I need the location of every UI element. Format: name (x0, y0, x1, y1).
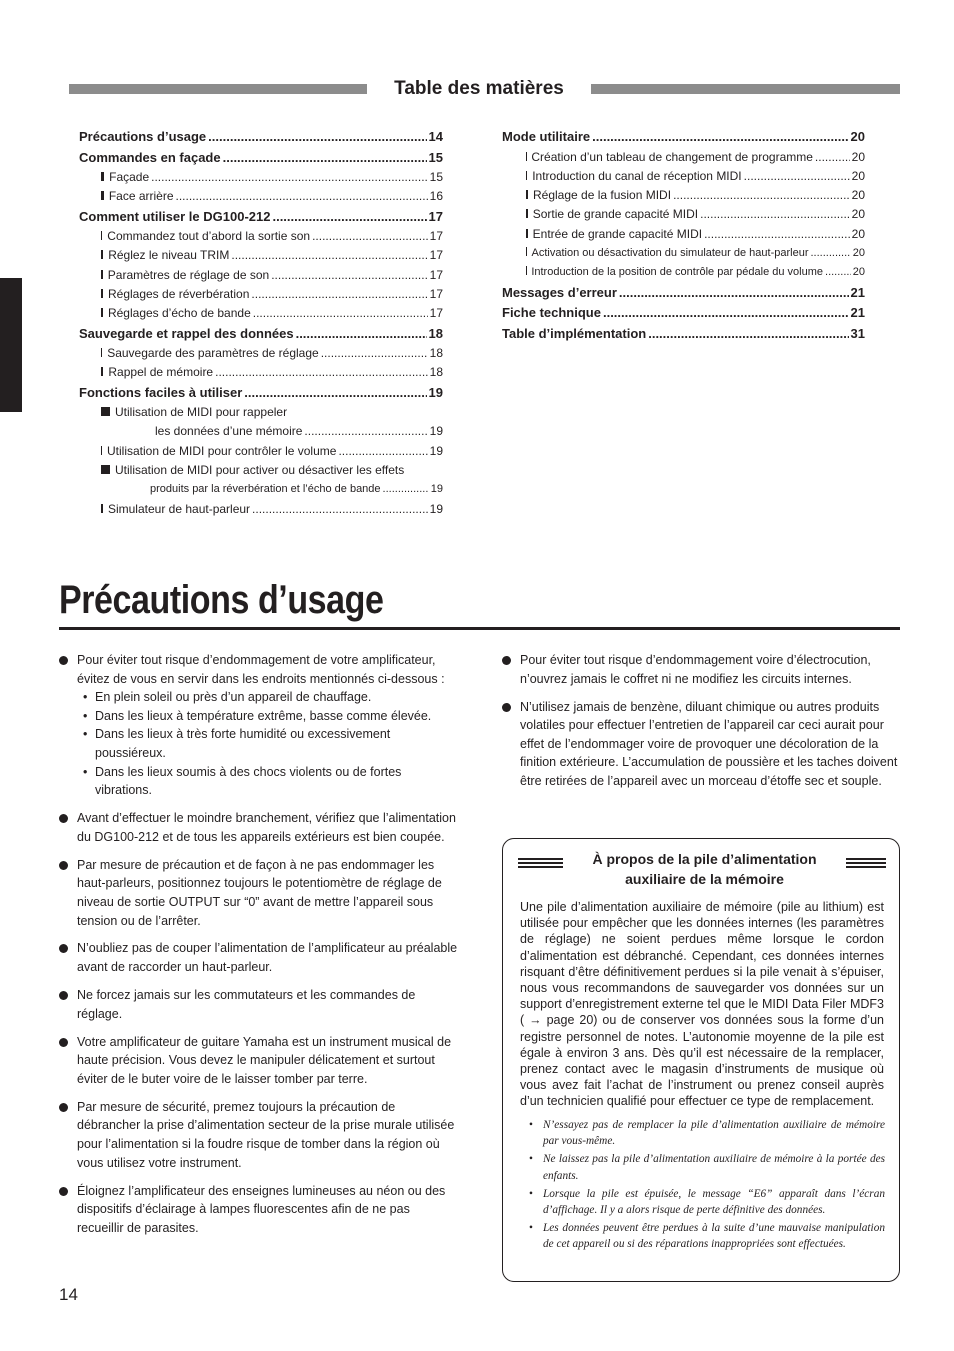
toc-leader-dots (825, 263, 851, 282)
precaution-text: N’utilisez jamais de benzène, diluant chimique ou autres produits volatiles pour effectuer l’entretien de l’appareil car ceci aurait pour effet de l’endommager voire de provoquer une décoloration de la finition extérieure. L’accumulation de poussière et les taches doivent être retirées de l’appareil avec un morceau d’étoffe sec et souple. (520, 699, 898, 788)
toc-entry[interactable] (79, 383, 443, 404)
toc-header-bar-right (591, 84, 900, 94)
square-bullet-icon (101, 289, 103, 298)
toc-entry[interactable] (79, 461, 443, 480)
bullet-dot-icon (59, 656, 68, 665)
square-bullet-icon (101, 231, 102, 240)
toc-entry-page: 15 (429, 170, 443, 184)
precaution-item (502, 651, 900, 688)
toc-leader-dots (312, 227, 428, 246)
precautions-column-left (59, 651, 459, 1247)
toc-leader-dots (304, 422, 427, 441)
toc-entry-page: 18 (429, 365, 443, 380)
precaution-item (59, 809, 459, 846)
toc-entry-page: 19 (429, 424, 443, 439)
toc-entry-page: 14 (428, 129, 443, 144)
toc-entry[interactable] (79, 227, 443, 246)
toc-entry[interactable] (79, 422, 443, 441)
toc-entry-title: Messages d’erreur (502, 284, 617, 300)
toc-header-bar-left (69, 84, 367, 94)
precaution-item (59, 856, 459, 930)
toc-entry-title: Entrée de grande capacité MIDI (532, 226, 703, 241)
square-bullet-icon (101, 367, 103, 376)
toc-leader-dots (321, 344, 428, 363)
toc-entry-title: Fiche technique (502, 305, 601, 321)
toc-entry-page: 20 (851, 168, 865, 183)
toc-entry[interactable] (79, 207, 443, 228)
toc-entry[interactable] (502, 148, 865, 167)
toc-entry-title: Réglage de la fusion MIDI (532, 188, 672, 203)
bullet-dot-icon (59, 991, 68, 1000)
toc-entry[interactable] (79, 480, 443, 499)
precaution-item (59, 651, 459, 800)
square-bullet-icon (101, 172, 104, 181)
square-bullet-icon (101, 270, 103, 279)
toc-entry-title: Rappel de mémoire (108, 365, 214, 380)
toc-entry-page: 20 (851, 207, 865, 222)
small-bullet-icon: • (83, 690, 88, 705)
square-bullet-icon (526, 229, 528, 238)
toc-entry-page: 18 (429, 346, 443, 361)
toc-entry-page: 18 (428, 325, 443, 341)
toc-entry-title: Réglez le niveau TRIM (108, 248, 230, 263)
toc-header (69, 78, 900, 100)
battery-title-line2: auxiliaire de la mémoire (625, 871, 784, 887)
toc-entry-title: Paramètres de réglage de son (107, 267, 270, 282)
toc-entry-title: Mode utilitaire (502, 129, 591, 144)
toc-entry[interactable] (502, 225, 865, 244)
toc-entry-title: Simulateur de haut-parleur (107, 501, 251, 516)
toc-entry-title: Réglages d’écho de bande (107, 306, 251, 321)
precaution-text: Pour éviter tout risque d’endommagement voire d’électrocution, n’ouvrez jamais le coffret ni ne modifiez les circuits internes. (520, 653, 871, 686)
battery-note-text: Les données peuvent être perdues à la suite d’une mauvaise manipulation de cet appareil ou si des réparations inappropriées sont effectuées. (543, 1222, 885, 1251)
toc-leader-dots (592, 127, 848, 148)
toc-title: Table des matières (394, 78, 564, 99)
toc-leader-dots (648, 324, 848, 345)
toc-entry-page: 21 (850, 305, 865, 321)
precaution-item (59, 1033, 459, 1089)
toc-entry-page: 15 (428, 149, 443, 165)
toc-entry[interactable] (502, 324, 865, 345)
toc-entry[interactable] (79, 500, 443, 519)
precaution-item (59, 1098, 459, 1172)
toc-entry-page: 20 (851, 188, 865, 203)
toc-entry[interactable] (79, 246, 443, 265)
square-bullet-icon (101, 407, 110, 416)
square-bullet-icon (101, 308, 103, 317)
toc-entry[interactable] (502, 303, 865, 324)
precaution-subitem (77, 725, 459, 762)
precaution-item (59, 939, 459, 976)
toc-entry-page: 17 (429, 229, 443, 244)
battery-note (527, 1117, 885, 1149)
toc-leader-dots (603, 303, 849, 324)
toc-leader-dots (151, 168, 428, 187)
precaution-text: Votre amplificateur de guitare Yamaha est un instrument musical de haute précision. Vous devez le manipuler délicatement et surtout éviter de le buter voire de le laisser tomber par terre. (77, 1034, 452, 1086)
title-rule (59, 627, 900, 630)
toc-leader-dots (811, 244, 851, 263)
toc-entry-page: 19 (430, 483, 443, 496)
toc-entry[interactable] (502, 186, 865, 205)
toc-entry-page: 21 (850, 284, 865, 300)
precaution-subitem (77, 707, 459, 726)
toc-leader-dots (252, 500, 428, 519)
bullet-dot-icon (502, 656, 511, 665)
chapter-side-tab (0, 278, 22, 412)
bullet-dot-icon (59, 1187, 68, 1196)
toc-leader-dots (296, 324, 427, 345)
square-bullet-icon (101, 504, 103, 513)
precaution-text: Pour éviter tout risque d’endommagement de votre amplificateur, évitez de vous en servir dans les endroits mentionnés ci-dessous : (77, 653, 445, 686)
square-bullet-icon (101, 191, 104, 200)
toc-entry-title: Commandez tout d’abord la sortie son (107, 229, 311, 244)
battery-note (527, 1186, 885, 1218)
precaution-sublist (77, 688, 459, 800)
header-rule-right (846, 858, 886, 868)
page-title: Précautions d’usage (59, 578, 384, 622)
toc-entry-page: 17 (428, 208, 443, 224)
toc-column-right (502, 127, 865, 344)
battery-note (527, 1151, 885, 1183)
toc-leader-dots (383, 480, 429, 499)
toc-entry-title: Face arrière (108, 189, 174, 204)
toc-entry[interactable] (79, 148, 443, 169)
toc-leader-dots (700, 205, 850, 224)
toc-leader-dots (704, 225, 850, 244)
battery-note-text: Lorsque la pile est épuisée, le message “E6” apparaît dans l’écran d’affichage. Il y a alors risque de perte définitive des données. (543, 1187, 885, 1217)
precaution-item (59, 1182, 459, 1238)
small-bullet-icon: • (529, 1153, 533, 1166)
toc-entry-page: 20 (851, 226, 865, 241)
small-bullet-icon: • (83, 764, 88, 779)
precaution-text: Par mesure de sécurité, premez toujours la précaution de débrancher la prise d’alimentation secteur de la prise murale utilisée pour l’alimentation si la foudre risque de tomber dans la région où vous utilisez votre instrument. (77, 1099, 455, 1170)
toc-entry[interactable] (79, 363, 443, 382)
toc-entry-page: 31 (850, 325, 865, 341)
bullet-dot-icon (59, 1103, 68, 1112)
toc-leader-dots (619, 283, 849, 304)
toc-leader-dots (271, 266, 427, 285)
toc-entry[interactable] (79, 168, 443, 187)
battery-notes (527, 1117, 885, 1255)
small-bullet-icon: • (83, 727, 88, 742)
square-bullet-icon (526, 247, 527, 256)
toc-entry-title: Sauvegarde des paramètres de réglage (107, 346, 319, 361)
toc-leader-dots (815, 148, 850, 167)
toc-entry[interactable] (502, 167, 865, 186)
precaution-text: Avant d’effectuer le moindre branchement, vérifiez que l’alimentation du DG100-212 et de tous les appareils extérieurs est bien coupée. (77, 811, 456, 844)
bullet-dot-icon (59, 814, 68, 823)
header-rule-left (518, 858, 563, 868)
toc-entry-page: 20 (850, 129, 865, 144)
small-bullet-icon: • (529, 1187, 533, 1200)
toc-entry[interactable] (79, 127, 443, 148)
toc-entry-page: 19 (428, 384, 443, 400)
precautions-column-right (502, 651, 900, 800)
toc-entry[interactable] (79, 403, 443, 422)
toc-entry-title: Introduction du canal de réception MIDI (532, 168, 742, 183)
toc-entry-title: Façade (109, 170, 150, 184)
precaution-text: Par mesure de précaution et de façon à ne pas endommager les haut-parleurs, positionnez toujours le potentiomètre de réglage de niveau de sortie OUTPUT sur “0” avant de mettre l’appareil sous tension ou de l’arrêter. (77, 857, 442, 928)
toc-entry-title: produits par la réverbération et l’écho de bande (150, 483, 381, 496)
toc-entry-title: Introduction de la position de contrôle par pédale du volume (531, 266, 824, 279)
toc-entry[interactable] (79, 187, 443, 206)
toc-entry[interactable] (502, 283, 865, 304)
small-bullet-icon: • (529, 1119, 533, 1131)
toc-column-left (79, 127, 443, 519)
toc-entry-page: 19 (429, 443, 443, 458)
square-bullet-icon (101, 250, 103, 259)
toc-entry[interactable] (79, 344, 443, 363)
precaution-subitem-text: En plein soleil ou près d’un appareil de chauffage. (95, 690, 372, 705)
bullet-dot-icon (59, 1038, 68, 1047)
toc-entry-title: Création d’un tableau de changement de programme (531, 149, 813, 164)
small-bullet-icon: • (83, 708, 88, 723)
page-number: 14 (59, 1285, 78, 1304)
toc-entry-title: Comment utiliser le DG100-212 (79, 208, 271, 224)
precaution-text: Éloignez l’amplificateur des enseignes lumineuses au néon ou des dispositifs d’éclairage à lampes fluorescentes afin de ne pas recueillir de parasites. (77, 1183, 446, 1235)
precaution-subitem-text: Dans les lieux à température extrême, basse comme élevée. (95, 708, 432, 723)
battery-box-header (503, 849, 899, 893)
toc-leader-dots (251, 285, 427, 304)
toc-leader-dots (272, 207, 426, 228)
precaution-subitem-text: Dans les lieux à très forte humidité ou excessivement poussiéreux. (95, 727, 391, 760)
toc-entry-title: Activation ou désactivation du simulateur de haut-parleur (531, 246, 809, 259)
toc-leader-dots (176, 187, 428, 206)
toc-leader-dots (208, 127, 426, 148)
small-bullet-icon: • (529, 1222, 533, 1235)
square-bullet-icon (526, 171, 527, 180)
battery-note (527, 1220, 885, 1252)
toc-entry-title: Sauvegarde et rappel des données (79, 325, 294, 341)
toc-entry-page: 16 (429, 189, 443, 204)
battery-note-text: Ne laissez pas la pile d’alimentation auxiliaire de mémoire à la portée des enfants. (543, 1153, 885, 1182)
toc-entry-title: Table d’implémentation (502, 325, 647, 341)
bullet-dot-icon (59, 861, 68, 870)
precaution-item (59, 986, 459, 1023)
toc-leader-dots (223, 148, 427, 169)
toc-entry-page: 17 (429, 267, 443, 282)
toc-entry-title: Sortie de grande capacité MIDI (532, 207, 699, 222)
battery-note-text: N’essayez pas de remplacer la pile d’alimentation auxiliaire de mémoire par vous-même. (543, 1119, 885, 1148)
square-bullet-icon (526, 190, 528, 199)
toc-entry[interactable] (79, 285, 443, 304)
toc-entry[interactable] (502, 244, 865, 263)
precaution-subitem-text: Dans les lieux soumis à des chocs violents ou de fortes vibrations. (95, 764, 402, 798)
toc-entry-title: Fonctions faciles à utiliser (79, 384, 243, 400)
toc-leader-dots (253, 304, 428, 323)
toc-entry-title: les données d’une mémoire (155, 424, 303, 439)
toc-leader-dots (338, 442, 427, 461)
toc-leader-dots (244, 383, 426, 404)
precaution-subitem (77, 763, 459, 800)
toc-leader-dots (673, 186, 850, 205)
precaution-item (502, 698, 900, 791)
toc-entry[interactable] (79, 324, 443, 345)
toc-entry-title: Utilisation de MIDI pour activer ou désactiver les effets (115, 463, 405, 478)
toc-entry-page: 17 (429, 286, 443, 301)
bullet-dot-icon (502, 703, 511, 712)
precaution-subitem (77, 688, 459, 707)
toc-entry-page: 20 (852, 246, 865, 259)
toc-entry-title: Commandes en façade (79, 149, 221, 165)
battery-body-text: Une pile d’alimentation auxiliaire de mémoire (pile au lithium) est utilisée pour empêcher que les données internes (les paramètres de réglage) ne soient perdues même lorsque le cordon d’alimentation est débranché. Cependant, ces données internes risquant d’être définitivement perdues si la pile venait à s’épuiser, nous vous recommandons de sauvegarder vos données sur un support d’enregistrement externe tel que le MIDI Data Filer MDF3 ( → page 20) ou de conserver vos données sous la forme d’un registre personnel de notes. L’autonomie moyenne de la pile est égale à environ 3 ans. Dès qu’il est nécessaire de la remplacer, prenez contact avec le magasin d’instruments de musique où vous avez fait l’achat de l’instrument ou prenez conseil auprès d’un technicien qualifié pour effectuer ce type de remplacement. (520, 900, 884, 1109)
precaution-text: N’oubliez pas de couper l’alimentation de l’amplificateur au préalable avant de raccorder un haut-parleur. (77, 941, 458, 975)
toc-entry-page: 20 (852, 266, 865, 279)
toc-entry-page: 17 (429, 306, 443, 321)
toc-leader-dots (231, 246, 427, 265)
toc-entry[interactable] (502, 263, 865, 282)
toc-entry-page: 20 (851, 149, 865, 164)
battery-title-line1: À propos de la pile d’alimentation (592, 851, 817, 867)
toc-entry[interactable] (79, 266, 443, 285)
toc-entry-page: 19 (429, 501, 443, 516)
toc-entry-title: Réglages de réverbération (107, 286, 250, 301)
toc-entry[interactable] (502, 205, 865, 224)
square-bullet-icon (101, 465, 110, 474)
battery-box-title (563, 849, 846, 889)
toc-entry-title: Précautions d’usage (79, 129, 207, 144)
toc-entry-title: Utilisation de MIDI pour rappeler (115, 405, 288, 420)
square-bullet-icon (101, 446, 102, 455)
square-bullet-icon (526, 209, 528, 218)
toc-leader-dots (744, 167, 850, 186)
square-bullet-icon (101, 348, 102, 357)
battery-info-box (502, 838, 900, 1282)
bullet-dot-icon (59, 944, 68, 953)
toc-entry[interactable] (79, 304, 443, 323)
toc-entry-title: Utilisation de MIDI pour contrôler le volume (107, 443, 337, 458)
toc-entry-page: 17 (429, 248, 443, 263)
toc-entry[interactable] (79, 442, 443, 461)
precaution-text: Ne forcez jamais sur les commutateurs et les commandes de réglage. (77, 988, 416, 1021)
toc-entry[interactable] (502, 127, 865, 148)
toc-leader-dots (215, 363, 428, 382)
